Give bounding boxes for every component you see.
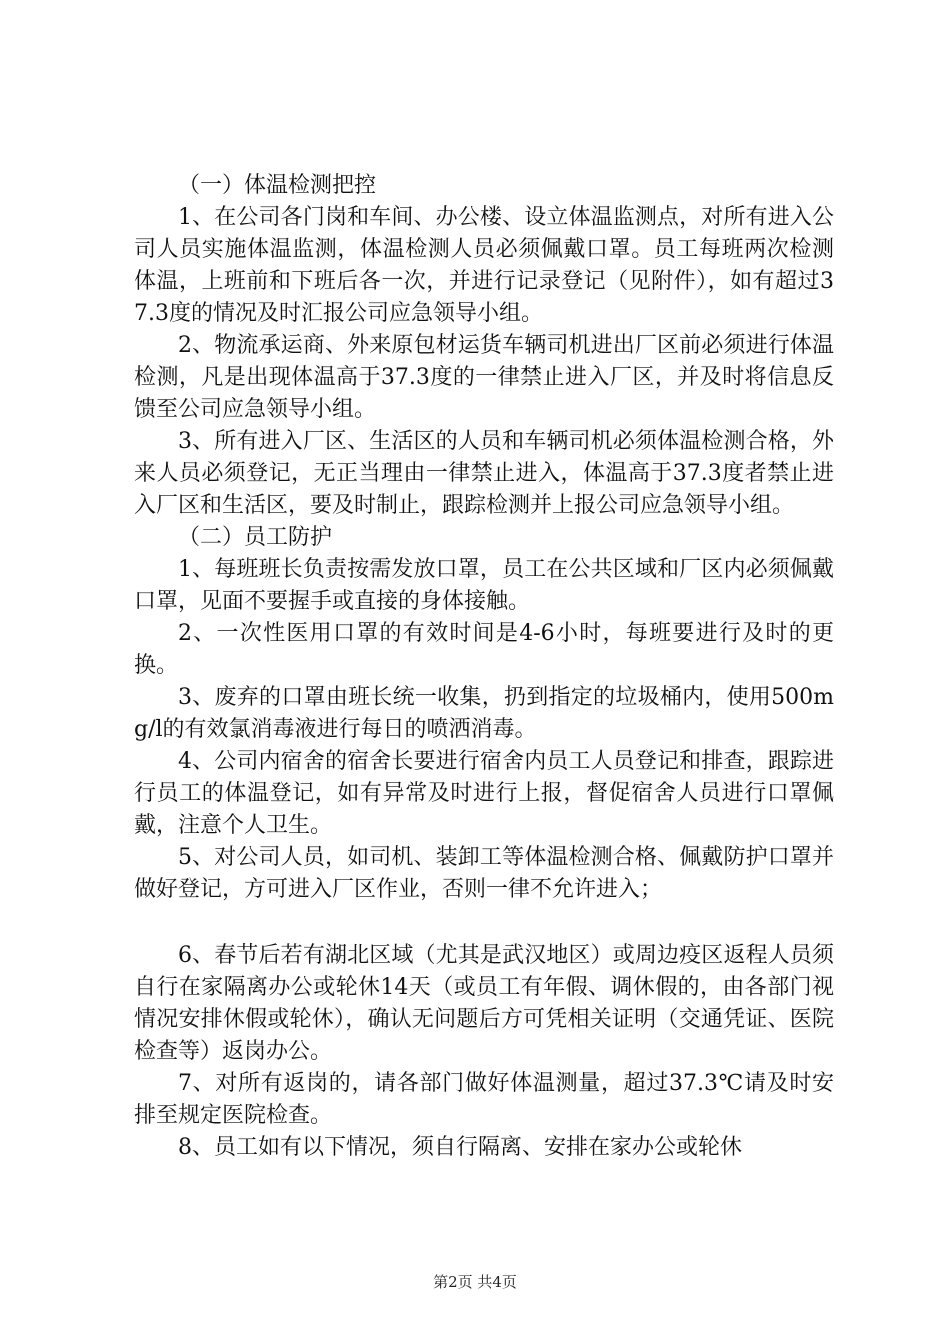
paragraph-2-2: 2、一次性医用口罩的有效时间是4-6小时，每班要进行及时的更换。 [134,621,834,678]
paragraph-2-6: 6、春节后若有湖北区域（尤其是武汉地区）或周边疫区返程人员须自行在家隔离办公或轮休14天（或员工有年假、调休假的，由各部门视情况安排休假或轮休），确认无问题后方可凭相关证明（交通凭证、医院检查等）返岗办公。 [134,943,834,1064]
paragraph-2-1: 1、每班班长负责按需发放口罩，员工在公共区域和厂区内必须佩戴口罩，见面不要握手或直接的身体接触。 [134,557,834,614]
section-heading-temperature: （一）体温检测把控 [178,173,377,198]
section-heading-protection: （二）员工防护 [178,525,333,550]
paragraph-2-5: 5、对公司人员，如司机、装卸工等体温检测合格、佩戴防护口罩并做好登记，方可进入厂区作业，否则一律不允许进入； [134,845,834,902]
paragraph-1-3: 3、所有进入厂区、生活区的人员和车辆司机必须体温检测合格，外来人员必须登记，无正当理由一律禁止进入，体温高于37.3度者禁止进入厂区和生活区，要及时制止，跟踪检测并上报公司应急领导小组。 [134,429,834,518]
paragraph-2-7: 7、对所有返岗的，请各部门做好体温测量，超过37.3℃请及时安排至规定医院检查。 [134,1071,834,1128]
paragraph-2-3: 3、废弃的口罩由班长统一收集，扔到指定的垃圾桶内，使用500mg/l的有效氯消毒液进行每日的喷洒消毒。 [134,685,834,742]
paragraph-1-1: 1、在公司各门岗和车间、办公楼、设立体温监测点，对所有进入公司人员实施体温监测，体温检测人员必须佩戴口罩。员工每班两次检测体温，上班前和下班后各一次，并进行记录登记（见附件），如有超过37.3度的情况及时汇报公司应急领导小组。 [134,205,834,326]
paragraph-2-8: 8、员工如有以下情况，须自行隔离、安排在家办公或轮休 [178,1135,742,1160]
document-body [134,170,834,1164]
paragraph-1-2: 2、物流承运商、外来原包材运货车辆司机进出厂区前必须进行体温检测，凡是出现体温高于37.3度的一律禁止进入厂区，并及时将信息反馈至公司应急领导小组。 [134,333,834,422]
blank-line [134,906,834,940]
page-footer: 第2页 共4页 [433,1273,517,1291]
paragraph-2-4: 4、公司内宿舍的宿舍长要进行宿舍内员工人员登记和排查，跟踪进行员工的体温登记，如有异常及时进行上报，督促宿舍人员进行口罩佩戴，注意个人卫生。 [134,749,834,838]
